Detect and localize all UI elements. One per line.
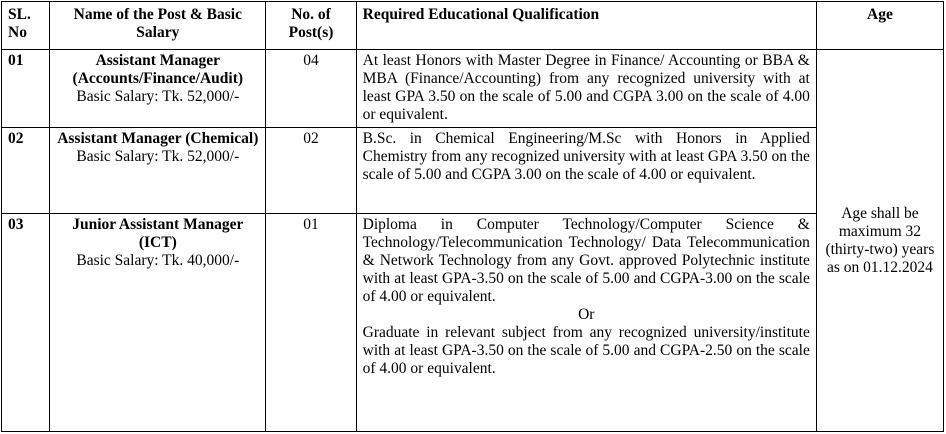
basic-salary: Basic Salary: Tk. 52,000/- <box>76 148 240 165</box>
qualification-alternative: Graduate in relevant subject from any recognized university/institute with at least GPA-3.50 on the scale of 5.00 and CGPA-2.50 on the scale of 4.00 or equivalent. <box>362 324 810 377</box>
header-post-name: Name of the Post & Basic Salary <box>50 2 266 50</box>
row-sl: 02 <box>2 128 50 214</box>
table-row <box>2 128 944 214</box>
table-row <box>2 50 944 128</box>
post-count: 04 <box>266 50 356 128</box>
post-title: Assistant Manager (Chemical) <box>57 130 259 147</box>
post-cell <box>50 50 266 128</box>
qualification-or: Or <box>578 306 595 323</box>
header-posts: No. of Post(s) <box>266 2 356 50</box>
row-sl: 03 <box>2 214 50 432</box>
qualification-cell: B.Sc. in Chemical Engineering/M.Sc with Honors in Applied Chemistry from any recognized university with at least GPA 3.50 on the scale of 5.00 and CGPA 3.00 on the scale of 4.00 or equivalent. <box>356 128 816 214</box>
header-age: Age <box>816 2 943 50</box>
age-requirement: Age shall be maximum 32 (thirty-two) years as on 01.12.2024 <box>816 50 943 432</box>
post-title: Assistant Manager (Accounts/Finance/Audit) <box>72 52 244 87</box>
header-sl: SL. No <box>2 2 50 50</box>
qualification-cell: At least Honors with Master Degree in Finance/ Accounting or BBA & MBA (Finance/Accounting) from any recognized university with at least GPA 3.50 on the scale of 5.00 and CGPA 3.00 on the scale of 4.00 or equivalent. <box>356 50 816 128</box>
basic-salary: Basic Salary: Tk. 40,000/- <box>76 252 240 269</box>
table-row <box>2 214 944 432</box>
qualification-cell <box>356 214 816 432</box>
qualification-primary: Diploma in Computer Technology/Computer Science & Technology/Telecommunication Technology/ Data Telecommunication & Network Technology from any Govt. approved Polytechnic institute with at least GPA-3.50 on the scale of 5.00 and CGPA-3.00 on the scale of 4.00 or equivalent. <box>362 216 810 305</box>
post-count: 01 <box>266 214 356 432</box>
table-header-row <box>2 2 944 50</box>
post-cell <box>50 214 266 432</box>
job-requirements-table <box>1 1 944 432</box>
post-cell <box>50 128 266 214</box>
basic-salary: Basic Salary: Tk. 52,000/- <box>76 88 240 105</box>
header-qualification: Required Educational Qualification <box>356 2 816 50</box>
post-count: 02 <box>266 128 356 214</box>
row-sl: 01 <box>2 50 50 128</box>
post-title: Junior Assistant Manager (ICT) <box>72 216 244 251</box>
